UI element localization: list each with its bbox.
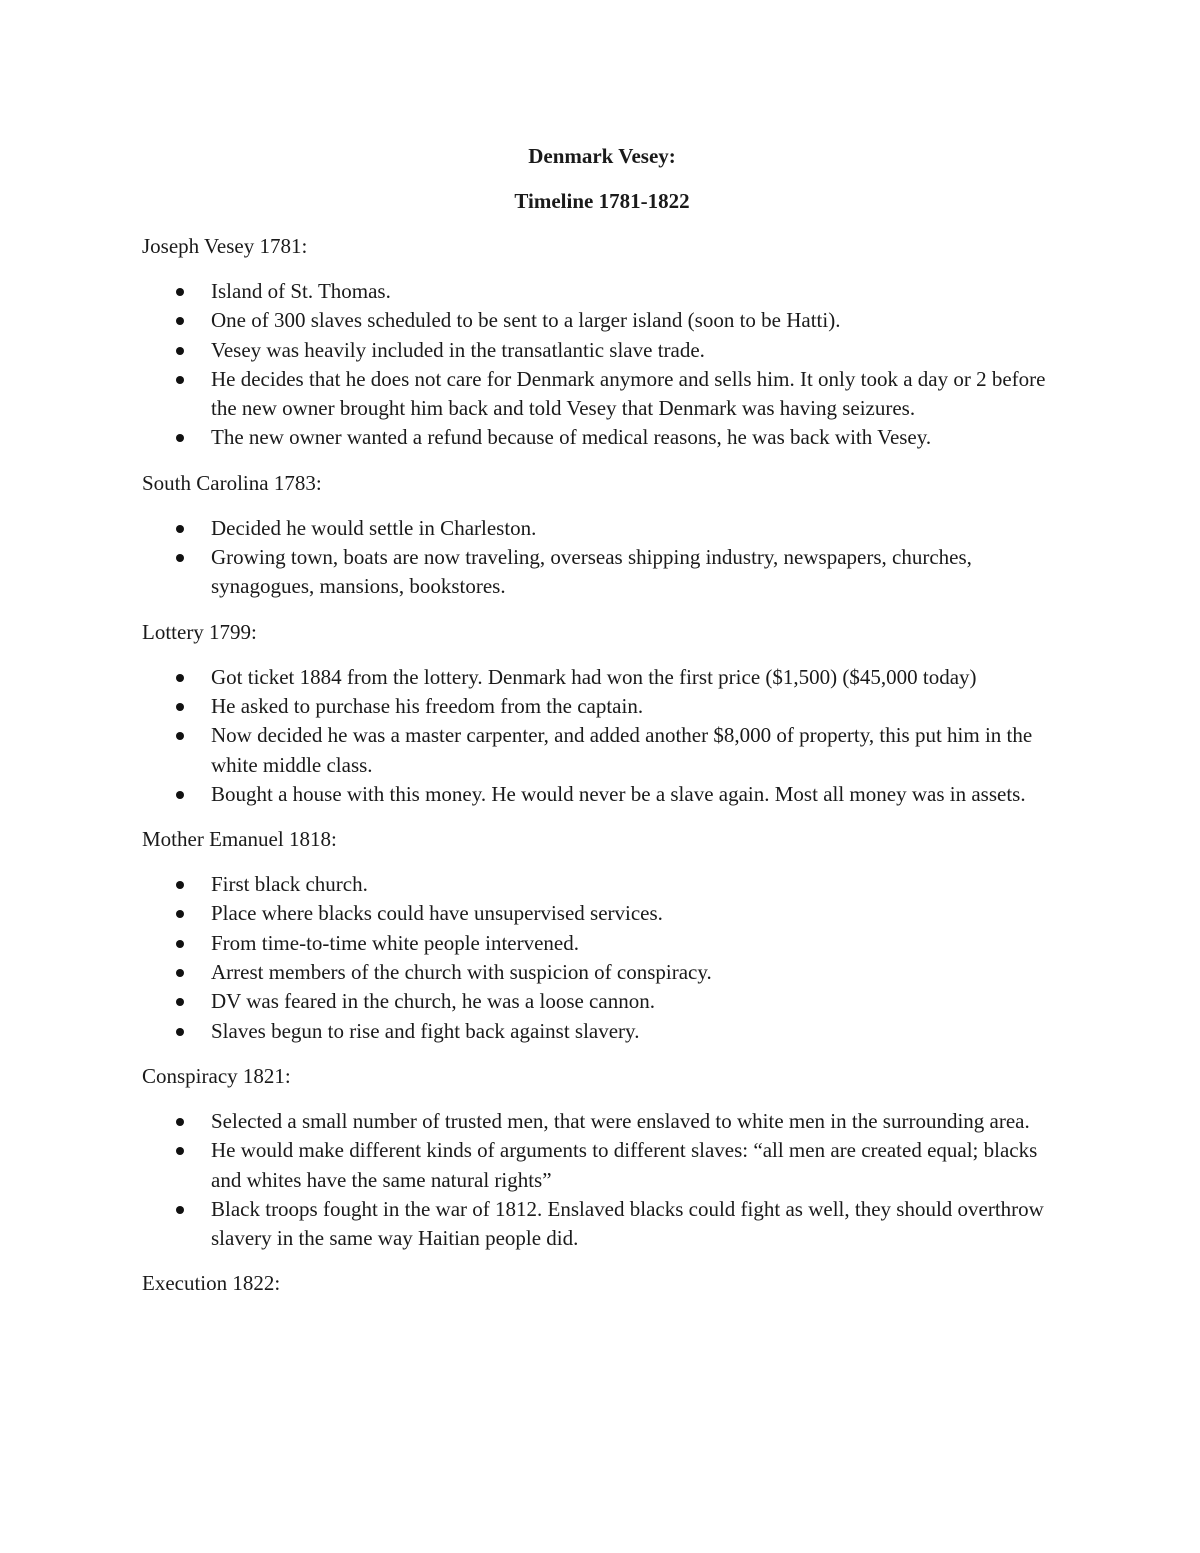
document-title: Denmark Vesey: [528,144,676,168]
bullet-icon [176,317,184,325]
list-item-text: Arrest members of the church with suspicion of conspiracy. [211,960,712,985]
bullet-icon [176,940,184,948]
bullet-icon [176,998,184,1006]
list-item [142,543,1062,602]
list-item-text: Got ticket 1884 from the lottery. Denmark had won the first price ($1,500) ($45,000 today) [211,664,977,689]
list-item-text: From time-to-time white people intervened. [211,930,579,955]
bullet-icon [176,288,184,296]
bullet-icon [176,525,184,533]
list-item-text: Growing town, boats are now traveling, overseas shipping industry, newspapers, churches, synagogues, mansions, bookstores. [211,545,972,599]
list-item [142,336,1062,365]
bullet-icon [176,434,184,442]
list-item-text: Decided he would settle in Charleston. [211,515,537,540]
list-item [142,514,1062,543]
bullet-icon [176,674,184,682]
list-item-text: DV was feared in the church, he was a loose cannon. [211,989,655,1014]
bullet-icon [176,1206,184,1214]
list-item-text: Slaves begun to rise and fight back against slavery. [211,1018,640,1043]
list-item [142,899,1062,928]
bullet-icon [176,791,184,799]
bullet-icon [176,703,184,711]
list-item [142,423,1062,452]
bullet-icon [176,376,184,384]
list-item [142,958,1062,987]
section-heading: Execution 1822: [142,1271,281,1296]
list-item [142,306,1062,335]
list-item [142,1107,1062,1136]
list-item-text: Black troops fought in the war of 1812. Enslaved blacks could fight as well, they should overthrow slavery in the same way Haitian people did. [211,1196,1044,1251]
bullet-icon [176,554,184,562]
bullet-list [142,277,1062,453]
list-item [142,1136,1062,1195]
document-subtitle: Timeline 1781-1822 [514,189,690,213]
section-heading: Mother Emanuel 1818: [142,827,337,852]
section-heading: Conspiracy 1821: [142,1063,291,1088]
list-item [142,365,1062,424]
list-item [142,663,1062,692]
list-item-text: Selected a small number of trusted men, that were enslaved to white men in the surrounding area. [211,1108,1030,1133]
bullet-list [142,663,1062,809]
bullet-icon [176,1118,184,1126]
list-item [142,721,1062,780]
list-item-text: One of 300 slaves scheduled to be sent to a larger island (soon to be Hatti). [211,308,841,333]
bullet-icon [176,1028,184,1036]
list-item-text: Vesey was heavily included in the transatlantic slave trade. [211,337,705,362]
list-item-text: He decides that he does not care for Denmark anymore and sells him. It only took a day or 2 before the new owner brought him back and told Vesey that Denmark was having seizures. [211,366,1046,421]
document-page [142,142,1062,1314]
bullet-icon [176,732,184,740]
bullet-icon [176,881,184,889]
list-item-text: Bought a house with this money. He would never be a slave again. Most all money was in assets. [211,781,1026,806]
list-item-text: Now decided he was a master carpenter, and added another $8,000 of property, this put him in the white middle class. [211,723,1033,777]
list-item [142,692,1062,721]
section-heading: Lottery 1799: [142,619,257,644]
bullet-icon [176,1147,184,1155]
bullet-icon [176,347,184,355]
bullet-list [142,870,1062,1046]
list-item [142,1017,1062,1046]
bullet-list [142,514,1062,602]
list-item [142,277,1062,306]
section-heading: Joseph Vesey 1781: [142,234,308,258]
bullet-icon [176,969,184,977]
list-item-text: Place where blacks could have unsupervised services. [211,901,663,926]
list-item-text: He asked to purchase his freedom from the captain. [211,693,644,718]
list-item [142,780,1062,809]
bullet-icon [176,910,184,918]
list-item [142,1195,1062,1254]
list-item [142,929,1062,958]
section-heading: South Carolina 1783: [142,470,322,495]
list-item-text: Island of St. Thomas. [211,279,391,303]
list-item-text: The new owner wanted a refund because of medical reasons, he was back with Vesey. [211,425,932,450]
list-item-text: He would make different kinds of arguments to different slaves: “all men are created equal; blacks and whites have the same natural rights” [211,1138,1038,1192]
bullet-list [142,1107,1062,1253]
list-item-text: First black church. [211,872,368,897]
list-item [142,987,1062,1016]
list-item [142,870,1062,899]
